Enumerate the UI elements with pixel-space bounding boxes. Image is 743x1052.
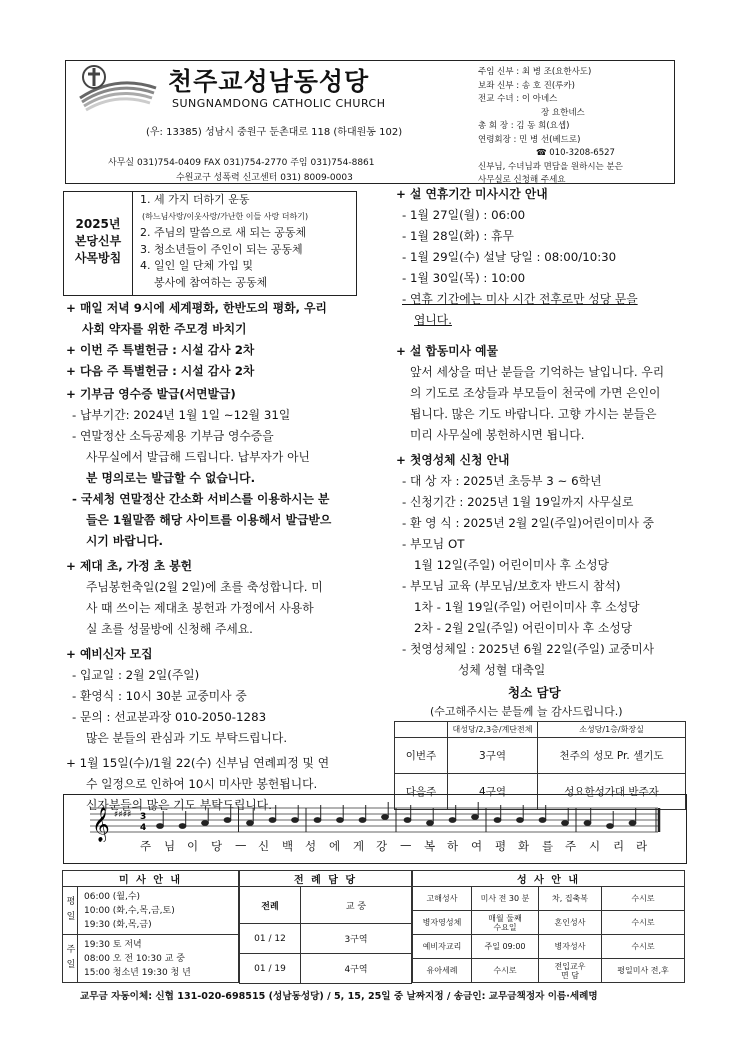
retreat-line: 신자분들의 많은 기도 부탁드립니다. [86,798,272,812]
candle-line: 주님봉헌축일(2월 2일)에 초를 축성합니다. 미 [86,580,323,594]
cleaning-cell: 3구역 [448,738,538,774]
mass-table [62,870,239,983]
liturgy-date: 01 / 19 [240,954,301,984]
mass-title: 미 사 안 내 [63,871,239,887]
left-column [66,298,366,816]
hymn-note [427,821,434,826]
catechumen-line: - 문의 : 선교분과장 010-2050-1283 [72,710,267,724]
sacrament-cell: 차, 집축복 [539,887,602,911]
hymn-lyrics [140,838,660,854]
policy-item: 봉사에 참여하는 공동체 [154,275,268,289]
policy-item: 2. 주님의 말씀으로 새 되는 공동체 [140,226,307,239]
communion-line: 2차 - 2월 2일(주일) 어린이미사 후 소성당 [414,621,633,635]
mass-time: 15:00 청소년 19:30 청 년 [84,967,191,978]
mass-weekday-label: 평일 [63,887,78,935]
svg-text:𝄞: 𝄞 [92,807,110,842]
sacrament-cell: 유아세례 [413,959,472,983]
hymn-note [449,818,456,823]
sacrament-cell: 혼인성사 [539,911,602,935]
abuse-report-center: 수원교구 성폭력 신고센터 031) 8009-0003 [176,173,353,183]
cleaning-cell: 천주의 성모 Pr. 셀기도 [538,738,686,774]
mass-sunday-label: 주일 [63,935,78,983]
staff-line: 장 요한네스 [541,107,585,118]
receipt-line: - 납부기간: 2024년 1월 1일 ~12월 31일 [72,408,291,422]
hymn-note [157,824,164,829]
communion-line: - 대 상 자 : 2025년 초등부 3 ~ 6학년 [402,474,602,488]
holiday-line: - 연휴 기간에는 미사 시간 전후로만 성당 문을 [402,292,638,306]
sacrament-cell: 예비자교리 [413,935,472,959]
hymn-note [269,818,276,823]
hymn-syllable: 백 [282,839,294,853]
liturgy-zone: 4구역 [301,954,412,984]
liturgy-date: 01 / 12 [240,924,301,954]
mass-weekday-times [78,887,239,935]
prayer-line: + 매일 저녁 9시에 세계평화, 한반도의 평화, 우리 [66,301,327,315]
cleaning-title: 청소 담당 [508,685,561,700]
mass-time: 08:00 오 전 10:30 교 중 [84,953,185,964]
hymn-note [382,815,389,820]
memorial-line: 됩니다. 많은 기도 바랍니다. 고향 가시는 분들은 [410,407,657,421]
hymn-syllable: 당 [211,839,223,853]
staff-list [478,66,670,188]
cleaning-cell: 성요한성가대 반주자 [538,774,686,810]
policy-divider [132,191,133,295]
hymn-note [359,818,366,823]
hymn-syllable: 복 [424,839,436,853]
receipt-title: + 기부금 영수증 발급(서면발급) [66,387,236,401]
catechumen-line: - 환영식 : 10시 30분 교중미사 중 [72,689,247,703]
hymn-note [584,821,591,826]
catechumen-line: 많은 분들의 관심과 기도 부탁드립니다. [86,731,288,745]
policy-label [64,216,132,267]
cleaning-head-cell [395,722,448,738]
sacrament-title: 성 사 안 내 [413,871,685,887]
communion-line: 성체 성혈 대축일 [458,663,546,677]
communion-line: - 첫영성체일 : 2025년 6월 22일(주일) 교중미사 [402,642,655,656]
cleaning-subtitle: (수고해주시는 분들께 늘 감사드립니다.) [430,705,623,718]
staff-line: 보좌 신부 : 송 호 진(루카) [478,80,575,91]
hymn-syllable: 를 [542,839,554,853]
policy-label-line: 본당신부 [74,234,122,248]
cleaning-row-label: 다음주 [395,774,448,810]
sacrament-cell: 전입교우 면 담 [539,959,602,983]
communion-line: 1월 12일(주일) 어린이미사 후 소성당 [414,558,609,572]
sacrament-cell: 매월 둘째 수요일 [472,911,539,935]
bank-transfer-info: 교무금 자동이체: 신협 131-020-698515 (성남동성당) / 5, 15, 25일 중 날짜지정 / 송금인: 교무금책정자 이름·세례명 [80,991,598,1002]
receipt-line: 분 명의로는 발급할 수 없습니다. [86,471,256,485]
communion-line: 1차 - 1월 19일(주일) 어린이미사 후 소성당 [414,600,640,614]
mass-time: 06:00 (월,수) [84,891,141,902]
mass-time: 19:30 (화,목,금) [84,919,152,930]
liturgy-head: 전례 [240,887,301,924]
hymn-note [494,818,501,823]
mass-time: 10:00 (화,수,목,금,토) [84,905,175,916]
receipt-line: - 국세청 연말정산 간소화 서비스를 이용하시는 분 [72,492,330,506]
staff-line: 전교 수녀 : 이 아녜스 [478,94,558,104]
receipt-line: 들은 1월말쯤 해당 사이트를 이용해서 발급받으 [86,513,332,527]
sacrament-cell: 수시로 [602,935,685,959]
hymn-syllable: 하 [447,839,459,853]
hymn-note [292,818,299,823]
holiday-title: + 설 연휴기간 미사시간 안내 [396,187,548,201]
staff-line: 사무실로 신청해 주세요 [478,175,566,185]
sacrament-cell: 미사 전 30 분 [472,887,539,911]
policy-item: 1. 세 가지 더하기 운동 [140,193,250,206]
staff-line: 총 회 장 : 김 동 희(요셉) [478,121,570,131]
sacrament-cell: 병자영성체 [413,911,472,935]
holiday-line: - 1월 30일(목) : 10:00 [402,271,526,285]
prayer-line: 사회 약자를 위한 주모경 바치기 [82,322,247,336]
logo-icon [76,64,160,112]
liturgy-zone: 3구역 [301,924,412,954]
cleaning-head-cell: 소성당/1층/화장실 [538,722,686,738]
cleaning-head-cell: 대성당/2,3층/계단전체 [448,722,538,738]
hymn-note [179,824,186,829]
hymn-syllable: 성 [305,839,317,853]
hymn-staff [90,800,670,842]
policy-item: (하느님사랑/이웃사랑/가난한 이들 사랑 더하기) [142,211,309,221]
cleaning-row-label: 이번주 [395,738,448,774]
policy-item: 3. 청소년들이 주인이 되는 공동체 [140,242,303,256]
svg-text:♯♯♯♯: ♯♯♯♯ [114,810,132,820]
communion-line: - 신청기간 : 2025년 1월 19일까지 사무실로 [402,495,634,509]
policy-label-line: 사목방침 [74,251,122,265]
hymn-note [472,815,479,820]
svg-text:3: 3 [140,812,147,822]
memorial-line: 앞서 세상을 떠난 분들을 기억하는 날입니다. 우리 [410,365,665,379]
church-address: (우: 13385) 성남시 중원구 둔촌대로 118 (하대원동 102) [146,127,403,138]
holiday-line: - 1월 28일(화) : 휴무 [402,229,514,243]
receipt-line: 시기 바랍니다. [86,534,163,548]
policy-item: 4. 일인 일 단체 가입 및 [140,259,253,272]
staff-line: ☎ 010-3208-6527 [536,148,615,158]
hymn-syllable: 리 [613,839,625,853]
church-phones: 사무실 031)754-0409 FAX 031)754-2770 주임 031)754-8861 [108,158,375,168]
hymn-syllable: 게 [353,839,365,853]
retreat-line: + 1월 15일(수)/1월 22(수) 신부님 연례피정 및 연 [66,756,330,770]
staff-line: 주임 신부 : 최 병 조(요한사도) [478,67,592,77]
holiday-line: 엽니다. [414,313,452,327]
hymn-note [607,824,614,829]
sacrament-cell: 주일 09:00 [472,935,539,959]
hymn-syllable: 주 [565,839,577,853]
hymn-note [562,821,569,826]
hymn-syllable: 신 [258,839,270,853]
memorial-title: + 설 합동미사 예물 [396,344,498,358]
hymn-syllable: 평 [495,839,507,853]
communion-line: - 부모님 교육 (부모님/보호자 반드시 참석) [402,579,621,593]
hymn-note [202,821,209,826]
right-column [396,184,686,681]
communion-line: - 환 영 식 : 2025년 2월 2일(주일)어린이미사 중 [402,516,655,530]
collection-next-week: + 다음 주 특별헌금 : 시설 감사 2차 [66,364,255,378]
staff-line: 연령회장 : 민 병 선(베드로) [478,134,581,145]
policy-label-line: 2025년 [75,217,121,231]
mass-sunday-times [78,935,239,983]
candle-line: 사 때 쓰이는 제대초 봉헌과 가정에서 사용하 [86,601,314,615]
liturgy-title: 전 례 담 당 [240,871,412,887]
staff-line: 신부님, 수녀님과 면담을 원하시는 분은 [478,161,623,172]
hymn-note [247,821,254,826]
sacrament-cell: 수시로 [602,911,685,935]
hymn-note [314,818,321,823]
church-subtitle: SUNGNAMDONG CATHOLIC CHURCH [172,97,386,110]
sacrament-cell: 고해성사 [413,887,472,911]
church-title: 천주교성남동성당 [168,67,370,96]
liturgy-table [239,870,412,984]
hymn-syllable: 에 [329,839,341,853]
sacrament-table [412,870,685,983]
hymn-note [224,818,231,823]
receipt-line: 사무실에서 발급해 드립니다. 납부자가 아닌 [86,450,310,464]
hymn-syllable: 님 [164,839,176,853]
hymn-syllable: — [235,838,247,852]
cleaning-cell: 4구역 [448,774,538,810]
retreat-line: 수 일정으로 인하여 10시 미사만 봉헌됩니다. [86,777,318,791]
communion-line: - 부모님 OT [402,537,465,551]
sacrament-cell: 평일미사 전,후 [602,959,685,983]
hymn-syllable: 라 [636,839,648,853]
hymn-syllable: 주 [140,839,152,853]
hymn-note [539,818,546,823]
sacrament-cell: 수시로 [602,887,685,911]
candle-line: 실 초를 성물방에 신청해 주세요. [86,622,253,636]
holiday-line: - 1월 29일(수) 설날 당일 : 08:00/10:30 [402,250,617,264]
hymn-syllable: 시 [589,839,601,853]
sacrament-cell: 병자성사 [539,935,602,959]
hymn-syllable: 화 [518,839,530,853]
catechumen-line: - 입교일 : 2월 2일(주일) [72,668,200,682]
memorial-line: 미리 사무실에 봉헌하시면 됩니다. [410,428,585,442]
church-logo [76,64,160,112]
catechumen-title: + 예비신자 모집 [66,647,153,661]
memorial-line: 의 기도로 조상들과 부모들이 천국에 가면 은인이 [410,386,661,400]
hymn-note [404,818,411,823]
mass-time: 19:30 토 저녁 [84,939,142,950]
hymn-syllable: 강 [376,839,388,853]
hymn-note [337,818,344,823]
sacrament-cell: 수시로 [472,959,539,983]
svg-text:4: 4 [140,823,147,833]
hymn-syllable: 이 [187,839,199,853]
hymn-syllable: — [400,838,412,852]
candle-title: + 제대 초, 가정 초 봉헌 [66,559,193,573]
liturgy-head: 교 중 [301,887,412,924]
hymn-syllable: 여 [471,839,483,853]
collection-this-week: + 이번 주 특별헌금 : 시설 감사 2차 [66,343,255,357]
holiday-line: - 1월 27일(월) : 06:00 [402,208,526,222]
communion-title: + 첫영성체 신청 안내 [396,453,510,467]
policy-items [140,192,308,291]
hymn-note [517,818,524,823]
receipt-line: - 연말정산 소득공제용 기부금 영수증을 [72,429,274,443]
hymn-note [629,821,636,826]
